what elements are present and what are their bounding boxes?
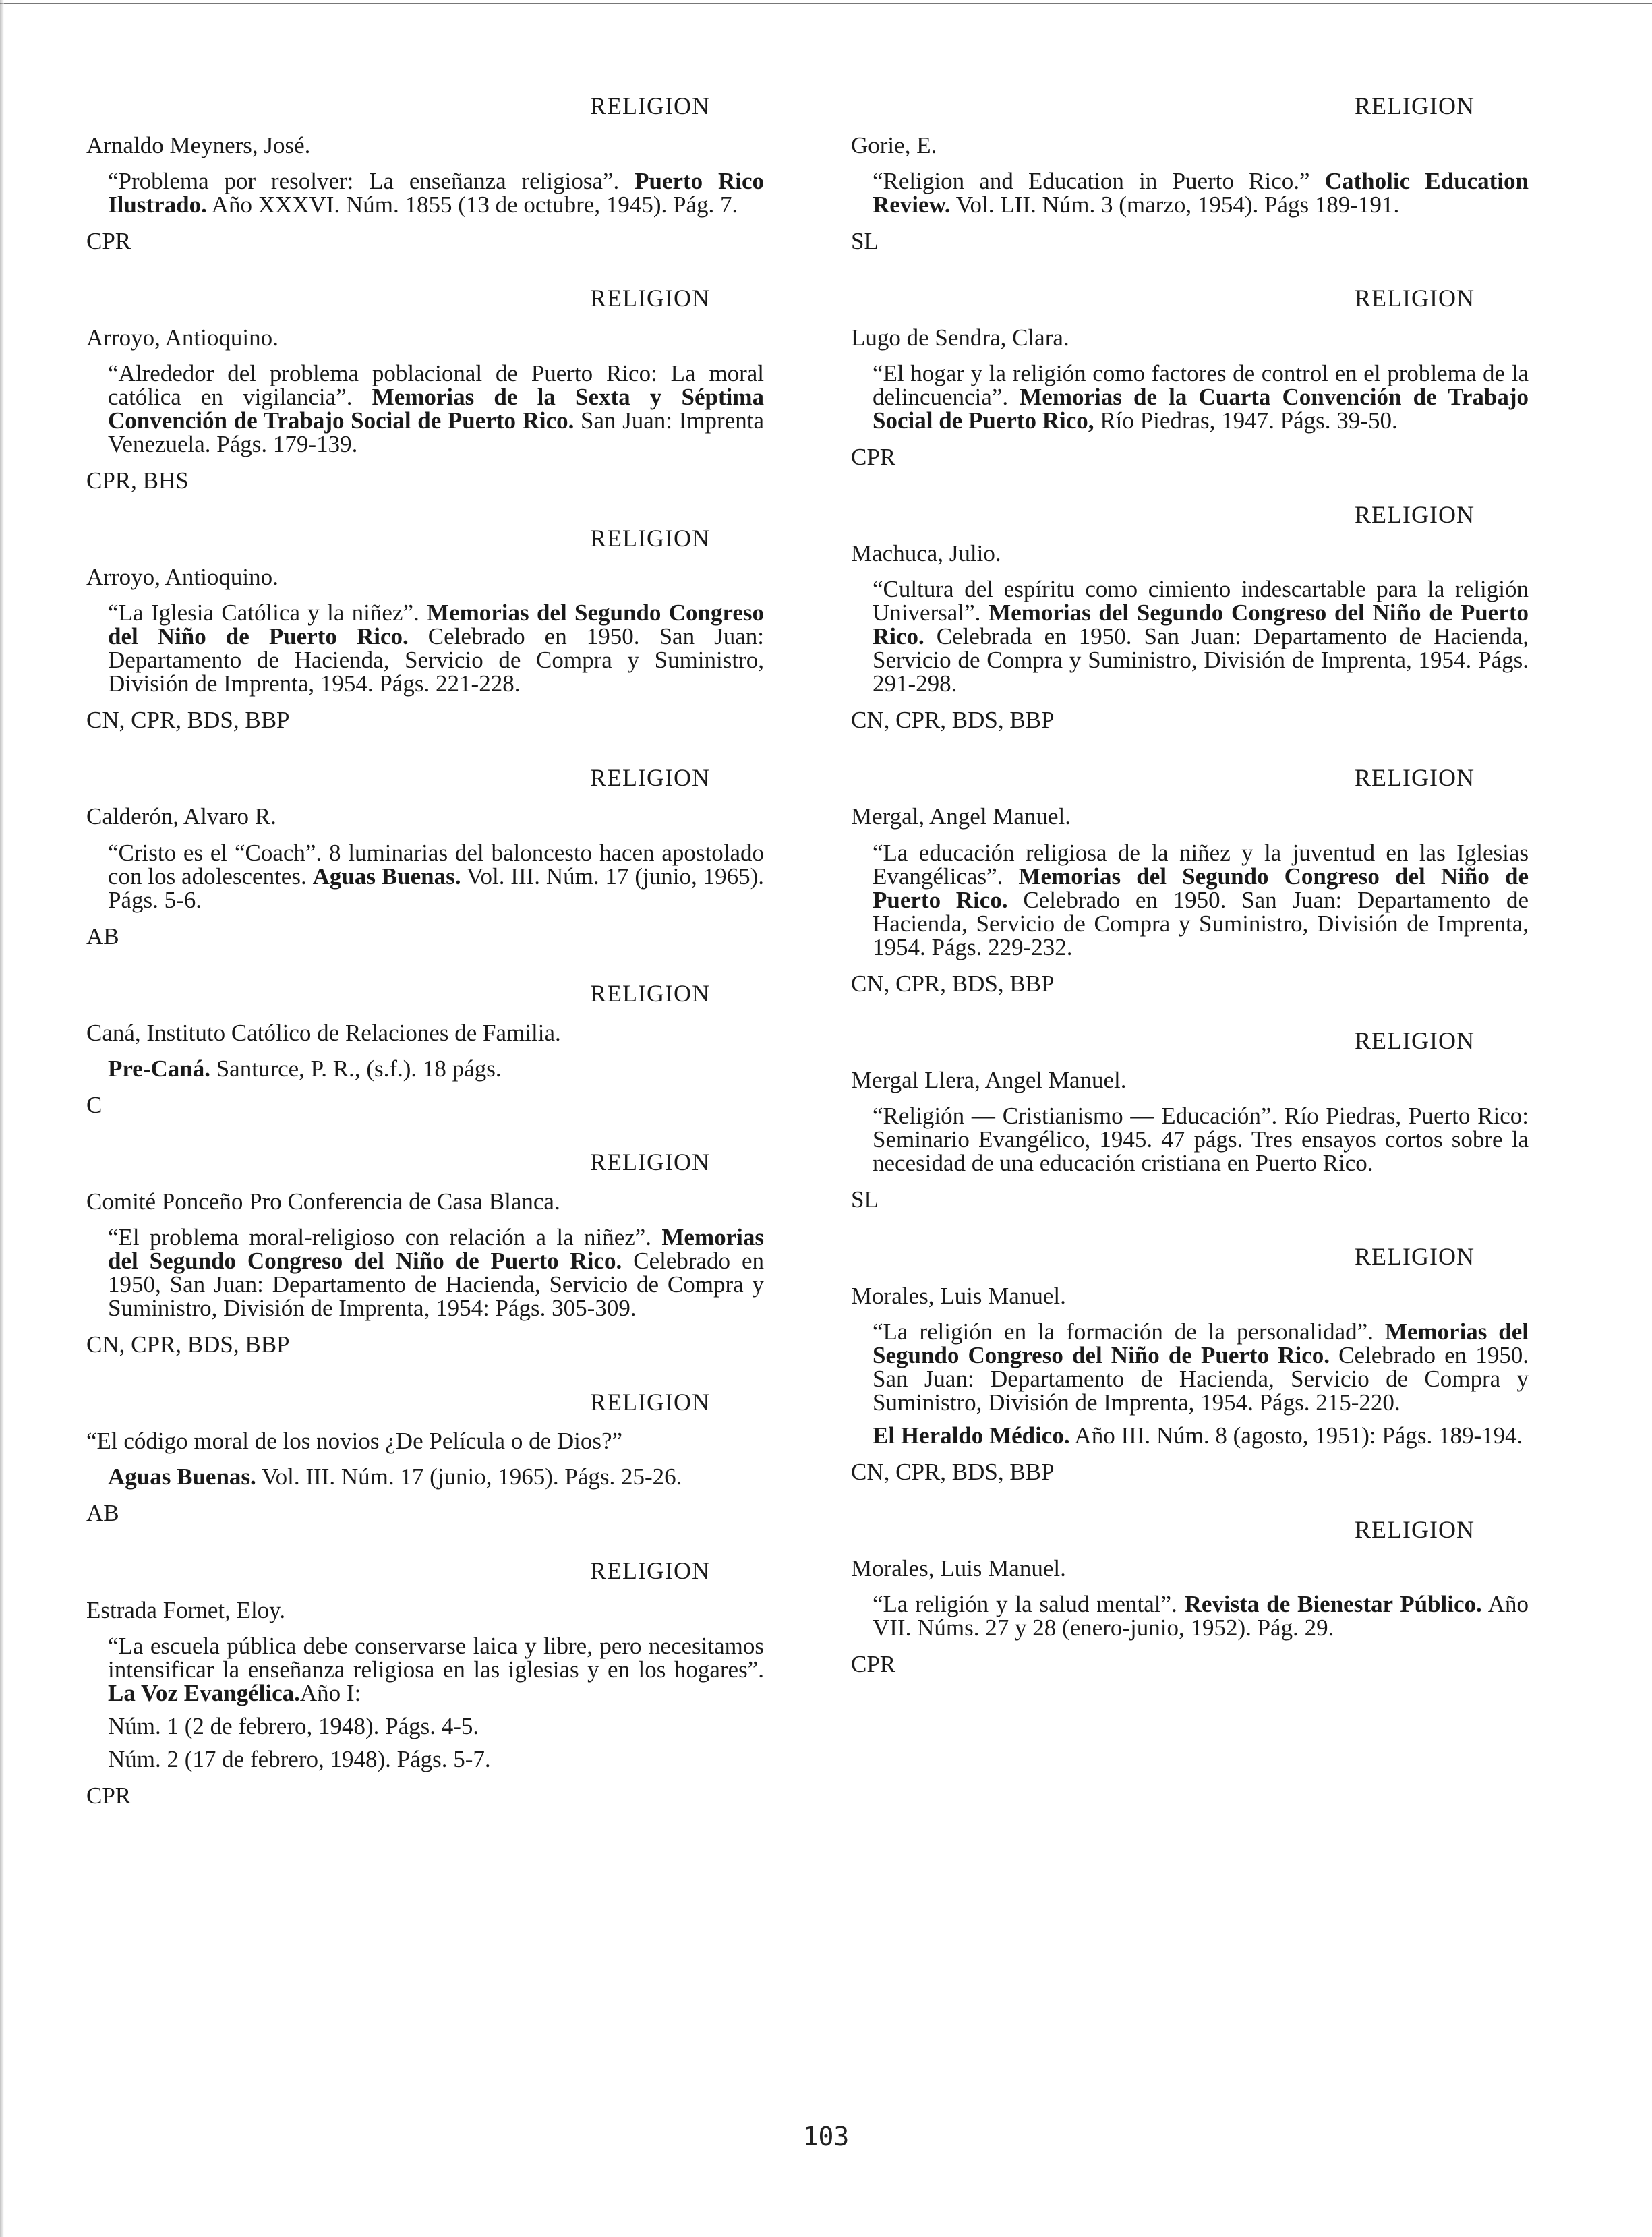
entry-author: Caná, Instituto Católico de Relaciones de Familia. <box>86 1019 561 1046</box>
entry-author: Comité Ponceño Pro Conferencia de Casa Blanca. <box>86 1188 560 1215</box>
citation-source: Memorias de la Sexta y Séptima Convención de Trabajo Social de Puerto Rico. <box>108 384 764 434</box>
entry-citation <box>873 1424 1529 1447</box>
entry-author: Estrada Fornet, Eloy. <box>86 1596 286 1623</box>
entry-author: Gorie, E. <box>851 132 937 158</box>
bibliography-entry <box>851 1244 1529 1485</box>
citation-details: Celebrado en 1950. San Juan: Departamento de Hacienda, Servicio de Compra y Suministro, División de Imprenta, 1954. Págs. 229-232. <box>873 886 1529 960</box>
citation-source: Pre-Caná. <box>108 1055 210 1082</box>
entry-citation <box>873 577 1529 695</box>
citation-title: “Cristo es el “Coach”. 8 luminarias del baloncesto hacen apostolado con los adolescentes. <box>108 839 764 890</box>
citation-title: “La religión en la formación de la personalidad”. <box>873 1318 1385 1345</box>
citation-title: “El problema moral-religioso con relación a la niñez”. <box>108 1224 662 1251</box>
top-rule <box>0 3 1652 4</box>
entry-author: Arroyo, Antioquino. <box>86 324 278 351</box>
entry-author: Morales, Luis Manuel. <box>851 1283 1066 1309</box>
entry-author: Morales, Luis Manuel. <box>851 1555 1066 1582</box>
citation-title: “Problema por resolver: La enseñanza religiosa”. <box>108 167 635 194</box>
subject-heading: RELIGION <box>590 763 710 791</box>
bibliography-entry <box>86 1149 764 1358</box>
citation-title: “La religión y la salud mental”. <box>873 1591 1185 1618</box>
entry-author: Mergal Llera, Angel Manuel. <box>851 1066 1127 1093</box>
subject-heading: RELIGION <box>1355 763 1475 791</box>
bibliography-entry <box>86 93 764 254</box>
subject-heading: RELIGION <box>590 92 710 119</box>
bibliography-entry <box>86 285 764 494</box>
entry-citation <box>108 361 764 456</box>
entry-citation <box>108 1714 764 1738</box>
entry-citation <box>873 1320 1529 1414</box>
entry-citation <box>873 1104 1529 1175</box>
citation-source: Memorias del Segundo Congreso del Niño de Puerto Rico. <box>108 600 764 650</box>
citation-source: Memorias del Segundo Congreso del Niño de Puerto Rico. <box>873 600 1529 650</box>
library-codes: CPR <box>851 444 896 471</box>
entry-citation <box>873 1591 1529 1642</box>
subject-heading: RELIGION <box>1355 92 1475 119</box>
bibliography-entry <box>851 285 1529 470</box>
citation-details: Río Piedras, 1947. Págs. 39-50. <box>1094 407 1398 434</box>
bibliography-entry <box>86 525 764 734</box>
library-codes: CN, CPR, BDS, BBP <box>86 707 290 734</box>
subject-heading: RELIGION <box>1355 500 1475 528</box>
subject-heading: RELIGION <box>590 285 710 312</box>
entry-author: Arroyo, Antioquino. <box>86 564 278 591</box>
library-codes: CN, CPR, BDS, BBP <box>851 970 1055 997</box>
left-column <box>86 93 764 1840</box>
library-codes: CN, CPR, BDS, BBP <box>851 707 1055 734</box>
subject-heading: RELIGION <box>1355 1243 1475 1271</box>
citation-details: Vol. III. Núm. 17 (junio, 1965). Págs. 25-26. <box>256 1463 682 1490</box>
page-number: 103 <box>802 2122 850 2151</box>
citation-source: Puerto Rico Ilustrado. <box>108 167 764 218</box>
library-codes: SL <box>851 227 879 254</box>
citation-source: La Voz Evangélica. <box>108 1679 300 1706</box>
citation-title: “Religion and Education in Puerto Rico.” <box>873 167 1325 194</box>
citation-title: “El hogar y la religión como factores de control en el problema de la delincuencia”. <box>873 360 1529 411</box>
citation-details: Año XXXVI. Núm. 1855 (13 de octubre, 1945). Pág. 7. <box>206 191 738 218</box>
citation-title: “La escuela pública debe conservarse laica y libre, pero necesitamos intensificar la enseñanza religiosa en las iglesias y en los hogares”. <box>108 1632 764 1683</box>
citation-source: Catholic Education Review. <box>873 167 1529 218</box>
subject-heading: RELIGION <box>590 1557 710 1584</box>
citation-title: Núm. 2 (17 de febrero, 1948). Págs. 5-7. <box>108 1745 491 1772</box>
entry-citation <box>108 169 764 216</box>
entry-citation <box>108 1747 764 1771</box>
entry-citation <box>873 841 1529 959</box>
subject-heading: RELIGION <box>590 524 710 552</box>
subject-heading: RELIGION <box>590 980 710 1008</box>
library-codes: SL <box>851 1186 879 1213</box>
subject-heading: RELIGION <box>1355 285 1475 312</box>
citation-source: Memorias de la Cuarta Convención de Trabajo Social de Puerto Rico, <box>873 384 1529 434</box>
bibliography-entry <box>851 1517 1529 1678</box>
citation-details: Año VII. Núms. 27 y 28 (enero-junio, 1952). Pág. 29. <box>873 1591 1529 1642</box>
library-codes: CPR <box>86 227 131 254</box>
citation-source: Aguas Buenas. <box>312 863 461 890</box>
citation-title: Núm. 1 (2 de febrero, 1948). Págs. 4-5. <box>108 1712 479 1739</box>
entry-citation <box>873 361 1529 432</box>
bibliography-entry <box>851 502 1529 734</box>
citation-title: “Cultura del espíritu como cimiento indescartable para la religión Universal”. <box>873 576 1529 627</box>
bibliography-entry <box>86 1389 764 1527</box>
subject-heading: RELIGION <box>590 1388 710 1416</box>
library-codes: CPR <box>86 1782 131 1809</box>
entry-citation <box>873 169 1529 216</box>
citation-source: Memorias del Segundo Congreso del Niño de Puerto Rico. <box>108 1224 764 1275</box>
bibliography-entry <box>86 1558 764 1809</box>
bibliography-entry <box>851 765 1529 997</box>
entry-citation <box>108 1225 764 1320</box>
library-codes: C <box>86 1091 102 1118</box>
citation-source: Memorias del Segundo Congreso del Niño de Puerto Rico. <box>873 863 1529 913</box>
entry-author: Arnaldo Meyners, José. <box>86 132 311 158</box>
library-codes: AB <box>86 1500 119 1527</box>
citation-details: Vol. LII. Núm. 3 (marzo, 1954). Págs 189-191. <box>950 191 1400 218</box>
citation-source: Revista de Bienestar Público. <box>1184 1591 1482 1618</box>
bibliography-entry <box>851 1028 1529 1213</box>
citation-source: Memorias del Segundo Congreso del Niño de Puerto Rico. <box>873 1318 1529 1369</box>
citation-details: Celebrada en 1950. San Juan: Departamento de Hacienda, Servicio de Compra y Suministro, División de Imprenta, 1954. Págs. 291-298. <box>873 623 1529 697</box>
library-codes: CN, CPR, BDS, BBP <box>851 1459 1055 1486</box>
entry-author: Calderón, Alvaro R. <box>86 803 276 830</box>
citation-details: Vol. III. Núm. 17 (junio, 1965). Págs. 5-6. <box>108 863 764 913</box>
entry-author: Mergal, Angel Manuel. <box>851 803 1071 830</box>
bibliography-entry <box>86 765 764 950</box>
citation-details: Celebrado en 1950. San Juan: Departamento de Hacienda, Servicio de Compra y Suministro, División de Imprenta, 1954. Págs. 221-228. <box>108 623 764 697</box>
library-codes: CPR, BHS <box>86 467 189 494</box>
citation-title: “Alrededor del problema poblacional de Puerto Rico: La moral católica en vigilancia”. <box>108 360 764 411</box>
citation-details: Santurce, P. R., (s.f.). 18 págs. <box>210 1055 502 1082</box>
subject-heading: RELIGION <box>1355 1027 1475 1055</box>
entry-author: “El código moral de los novios ¿De Película o de Dios?” <box>86 1428 623 1455</box>
citation-title: “La Iglesia Católica y la niñez”. <box>108 600 427 627</box>
subject-heading: RELIGION <box>590 1149 710 1176</box>
citation-details: Celebrado en 1950. San Juan: Departamento de Hacienda, Servicio de Compra y Suministro, División de Imprenta, 1954. Págs. 215-220. <box>873 1342 1529 1416</box>
citation-title: “La educación religiosa de la niñez y la juventud en las Iglesias Evangélicas”. <box>873 839 1529 890</box>
subject-heading: RELIGION <box>1355 1515 1475 1543</box>
entry-citation <box>108 1465 764 1488</box>
citation-details: San Juan: Imprenta Venezuela. Págs. 179-139. <box>108 407 764 458</box>
right-column <box>851 93 1529 1709</box>
bibliography-entry <box>86 981 764 1118</box>
library-codes: CN, CPR, BDS, BBP <box>86 1331 290 1358</box>
entry-citation <box>108 1634 764 1705</box>
entry-citation <box>108 1057 764 1080</box>
citation-source: Aguas Buenas. <box>108 1463 256 1490</box>
library-codes: CPR <box>851 1651 896 1678</box>
entry-citation <box>108 841 764 912</box>
citation-details: Celebrado en 1950, San Juan: Departamento de Hacienda, Servicio de Compra y Suministro, División de Imprenta, 1954: Págs. 305-309. <box>108 1248 764 1322</box>
citation-details: Año I: <box>299 1679 361 1706</box>
citation-title: “Religión — Cristianismo — Educación”. Río Piedras, Puerto Rico: Seminario Evangélico, 1945. 47 págs. Tres ensayos cortos sobre la necesidad de una educación cristiana en Puerto Rico. <box>873 1102 1529 1176</box>
library-codes: AB <box>86 923 119 950</box>
citation-details: Año III. Núm. 8 (agosto, 1951): Págs. 189-194. <box>1069 1422 1523 1449</box>
citation-source: El Heraldo Médico. <box>873 1422 1070 1449</box>
entry-author: Lugo de Sendra, Clara. <box>851 324 1069 351</box>
scan-edge <box>0 0 4 2237</box>
entry-citation <box>108 601 764 695</box>
bibliography-entry <box>851 93 1529 254</box>
entry-author: Machuca, Julio. <box>851 540 1001 567</box>
